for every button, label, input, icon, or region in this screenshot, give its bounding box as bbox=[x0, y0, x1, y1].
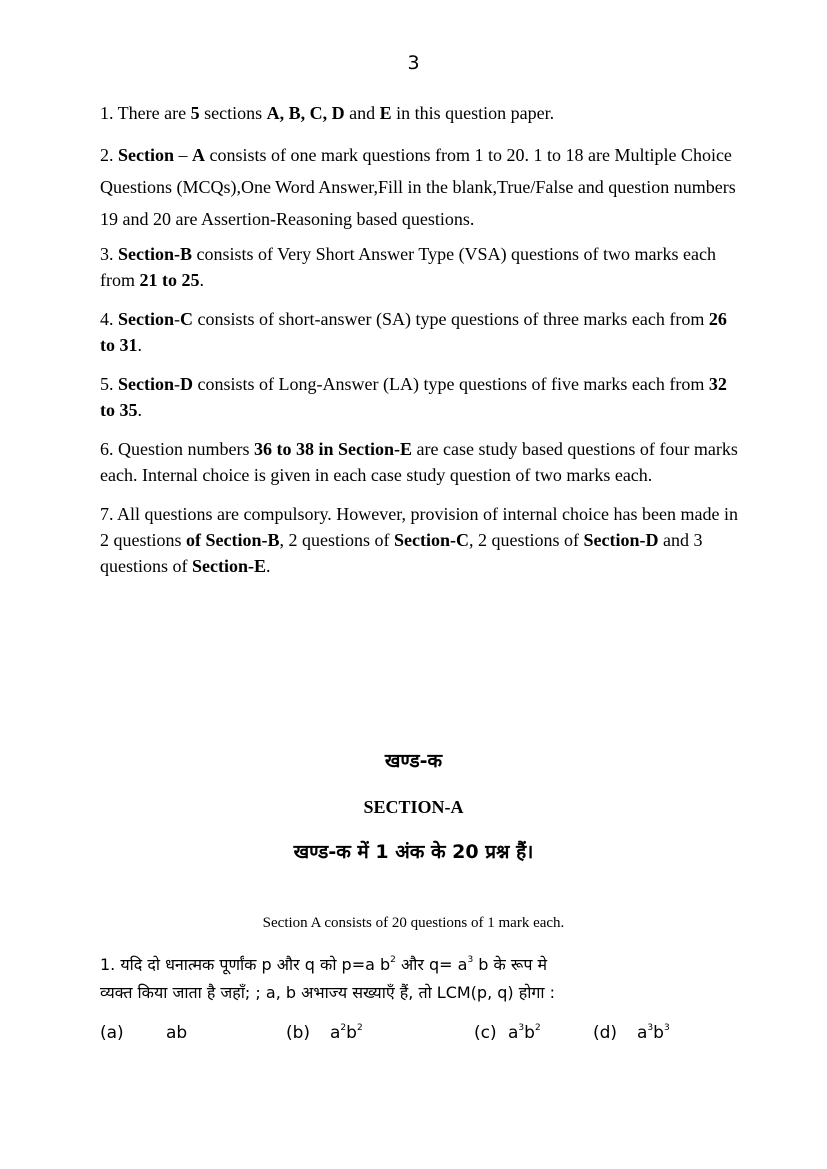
text: consists of one mark questions from 1 to 20. 1 to 18 are Multiple Choice Questions (MCQs),One Word Answer,Fill in the blank,True/False and question numbers 19 and 20 are Assertion-Reasoning based questions. bbox=[100, 145, 736, 229]
bold-text: Section bbox=[118, 145, 174, 165]
text: 5. bbox=[100, 374, 118, 394]
section-hindi-subtitle: खण्ड-क में 1 अंक के 20 प्रश्न हैं। bbox=[293, 841, 534, 863]
bold-text: E bbox=[379, 103, 392, 123]
option-b bbox=[286, 1023, 363, 1043]
option-label: (b) bbox=[286, 1023, 311, 1043]
text: consists of Long-Answer (LA) type questions of five marks each from bbox=[193, 374, 709, 394]
text: . bbox=[199, 270, 204, 290]
bold-text: Section-C bbox=[394, 530, 470, 550]
superscript: 2 bbox=[390, 955, 396, 965]
text: b bbox=[346, 1023, 357, 1043]
text: 1. यदि दो धनात्मक पूर्णांक p और q को p=a b bbox=[100, 955, 391, 974]
bold-text: A bbox=[192, 145, 205, 165]
question-1 bbox=[100, 951, 740, 1007]
text: और q= a bbox=[395, 955, 468, 974]
bold-text: 36 to 38 in Section-E bbox=[253, 439, 412, 459]
superscript: 3 bbox=[467, 955, 474, 965]
option-label: (a) bbox=[100, 1023, 124, 1043]
bold-text: C bbox=[180, 309, 193, 329]
page-number: 3 bbox=[407, 52, 420, 74]
bold-text: 5 bbox=[190, 103, 200, 123]
bold-text: Section bbox=[118, 374, 174, 394]
section-hindi-title: खण्ड-क bbox=[384, 750, 443, 772]
text: b के रूप मे bbox=[473, 955, 548, 974]
text: and bbox=[344, 103, 380, 123]
text: consists of short-answer (SA) type questions of three marks each from bbox=[193, 309, 709, 329]
instruction-6 bbox=[100, 436, 740, 488]
text: a bbox=[508, 1023, 519, 1043]
text: 3. bbox=[100, 244, 118, 264]
question-line-1 bbox=[100, 951, 740, 979]
text: b bbox=[524, 1023, 535, 1043]
text: 2. bbox=[100, 145, 118, 165]
text: , 2 questions of bbox=[469, 530, 584, 550]
option-c bbox=[474, 1023, 541, 1043]
text: – bbox=[174, 145, 192, 165]
bold-text: Section bbox=[118, 309, 174, 329]
instruction-7 bbox=[100, 501, 740, 579]
text: - bbox=[174, 309, 180, 329]
bold-text: 32 to 35 bbox=[100, 374, 727, 420]
text: consists of Very Short Answer Type (VSA) questions of two marks each from bbox=[100, 244, 717, 290]
instruction-4 bbox=[100, 306, 740, 358]
bold-text: 26 to 31 bbox=[100, 309, 727, 355]
option-label: (c) bbox=[474, 1023, 497, 1043]
text: a bbox=[330, 1023, 341, 1043]
section-english-subtitle: Section A consists of 20 questions of 1 mark each. bbox=[262, 915, 565, 931]
section-title: SECTION-A bbox=[363, 797, 464, 817]
superscript: 2 bbox=[340, 1023, 347, 1033]
superscript: 3 bbox=[518, 1023, 525, 1033]
option-d bbox=[593, 1023, 670, 1043]
superscript: 2 bbox=[356, 1023, 363, 1033]
text: a bbox=[637, 1023, 648, 1043]
text: 4. bbox=[100, 309, 118, 329]
text: 6. Question numbers bbox=[100, 439, 254, 459]
bold-text: Section-E bbox=[192, 556, 266, 576]
instruction-1 bbox=[100, 100, 740, 126]
general-instructions bbox=[100, 100, 740, 592]
text: . bbox=[137, 335, 142, 355]
instruction-2 bbox=[100, 139, 740, 235]
text: are case study based questions of four marks each. Internal choice is given in each case study question of two marks each. bbox=[100, 439, 738, 485]
bold-text: A, B, C, D bbox=[266, 103, 345, 123]
bold-text: D bbox=[180, 374, 193, 394]
option-a bbox=[100, 1023, 187, 1043]
text: . bbox=[137, 400, 142, 420]
text: and 3 questions of bbox=[100, 530, 703, 576]
text: in this question paper. bbox=[391, 103, 555, 123]
instruction-5 bbox=[100, 371, 740, 423]
text: . bbox=[266, 556, 271, 576]
bold-text: 21 to 25 bbox=[139, 270, 200, 290]
superscript: 3 bbox=[663, 1023, 670, 1033]
text: sections bbox=[199, 103, 267, 123]
question-line-2: व्यक्त किया जाता है जहाँ; ; a, b अभाज्य सख्याएँ हैं, तो LCM(p, q) होगा : bbox=[100, 983, 556, 1002]
text: - bbox=[174, 374, 180, 394]
text: , 2 questions of bbox=[279, 530, 395, 550]
instruction-3 bbox=[100, 241, 740, 293]
superscript: 3 bbox=[647, 1023, 654, 1033]
option-label: (d) bbox=[593, 1023, 618, 1043]
bold-text: of Section-B bbox=[186, 530, 280, 550]
text: b bbox=[653, 1023, 664, 1043]
superscript: 2 bbox=[534, 1023, 541, 1033]
option-text: ab bbox=[166, 1023, 188, 1043]
bold-text: Section-D bbox=[583, 530, 659, 550]
bold-text: Section-B bbox=[118, 244, 192, 264]
text: 1. There are bbox=[100, 103, 191, 123]
text: 7. All questions are compulsory. However, provision of internal choice has been made in 2 questions bbox=[100, 504, 738, 550]
